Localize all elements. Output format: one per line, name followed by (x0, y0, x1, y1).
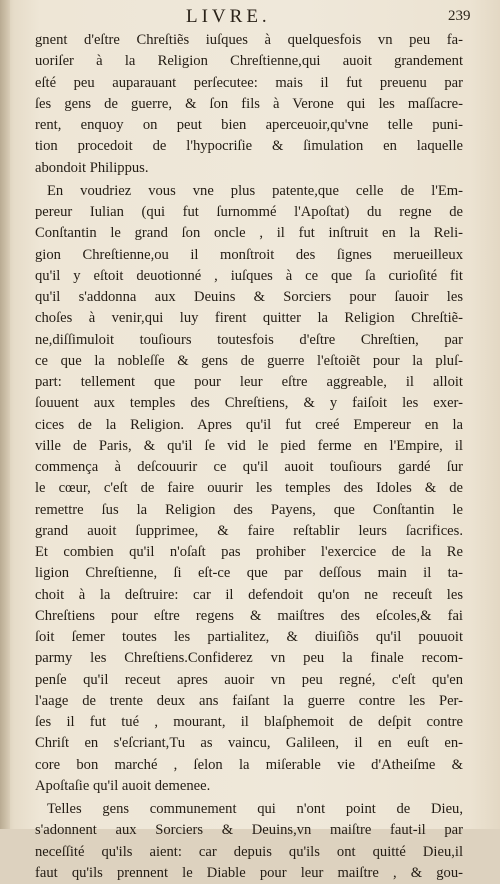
text-line: pereur Iulian (qui fut ſurnommé l'Apoſtat) du regne de (35, 204, 463, 220)
text-line: gion Chreſtienne,ou il monſtroit des ſignes merueilleux (35, 246, 463, 263)
text-line: core bon marché , ſelon la miſerable vie d'Atheiſme & (35, 756, 463, 773)
text-line: le cœur, c'eſt de faire ouurir les temples des Idoles & de (35, 480, 463, 497)
text-line: Telles gens communement qui n'ont point de Dieu, (47, 801, 463, 817)
text-line: qu'il y eſtoit deuotionné , iuſques à ce que ſa curioſité fit (35, 267, 463, 284)
text-line: part: tellement que pour leur eſtre aggreable, il alloit (35, 374, 463, 390)
text-line: ſes il fut tué , mourant, il blaſphemoit de deſpit contre (35, 714, 463, 730)
text-line: cices de la Religion. Apres qu'il fut creé Empereur en la (35, 416, 463, 433)
text-line: Chriſt en s'eſcriant,Tu as vaincu, Galileen, il en euſt en- (35, 735, 463, 752)
text-line: qu'il s'addonna aux Deuins & Sorciers pour ſauoir les (35, 289, 463, 305)
text-line: neceſſité qu'ils aient: car depuis qu'ils ont quitté Dieu,il (35, 843, 463, 860)
text-line: ſouuent aux temples des Chreſtiens, & y faiſoit les exer- (35, 395, 463, 412)
text-line: ville de Paris, & qu'il ſe vid le pied ferme en l'Empire, il (35, 437, 463, 454)
running-title: LIVRE. (186, 6, 271, 27)
page-number: 239 (448, 8, 471, 24)
text-line: ce que la nobleſſe & gens de guerre l'eſtoiẽt pour la pluſ- (35, 352, 463, 369)
paragraph (35, 181, 463, 797)
text-line: Apoſtaſie qu'il auoit demenee. (35, 777, 211, 794)
text-line: Chreſtiens pour eſtre regens & maiſtres des eſcoles,& fai (35, 607, 463, 624)
text-line: choit à la deſtruire: car il defendoit qu'on ne receuſt les (35, 586, 463, 603)
text-line: gnent d'eſtre Chreſtiẽs iuſques à quelquesfois vn peu fa- (35, 32, 463, 48)
text-line: remettre ſus la Religion des Payens, que Conſtantin le (35, 501, 463, 518)
text-line: Et combien qu'il n'oſaſt pas prohiber l'exercice de la Re (35, 544, 463, 560)
text-line: parmy les Chreſtiens.Confiderez vn peu la finale recom- (35, 650, 463, 667)
text-line: penſe qu'il receut apres auoir vn peu regné, c'eſt qu'en (35, 671, 463, 688)
text-line: tion procedoit de l'hypocriſie & ſimulation en laquelle (35, 138, 463, 155)
paragraph (35, 30, 463, 179)
paragraph (35, 799, 463, 884)
text-line: commença à deſcouurir ce qu'il auoit touſiours gardé ſur (35, 459, 463, 475)
page-spine-shadow (0, 0, 10, 829)
text-line: s'adonnent aux Sorciers & Deuins,vn maiſtre faut-il par (35, 822, 463, 839)
page-header (0, 4, 500, 30)
text-line: ſoit ſemer toutes les partialitez, & diuiſiõs qu'il pouuoit (35, 629, 463, 645)
text-line: ſes gens de guerre, & ſon fils à Verone qui les maſſacre- (35, 95, 463, 112)
text-line: ne,diſſimuloit touſiours toutesfois d'eſtre Chreſtien, par (35, 331, 463, 348)
text-line: eſté peu auparauant perſecutee: mais il fut preuenu par (35, 74, 463, 91)
text-line: abondoit Philippus. (35, 159, 149, 176)
text-line: uoriſer à la Religion Chreſtienne,qui auoit grandement (35, 53, 463, 70)
text-line: Conſtantin le grand ſon oncle , il fut inſtruit en la Reli- (35, 225, 463, 242)
text-line: ligion Chreſtienne, ſi eſt-ce que par deſſous main il ta- (35, 565, 463, 582)
text-line: grand auoit ſupprimee, & faire reſtablir leurs ſacrifices. (35, 522, 463, 539)
body-text (35, 30, 463, 884)
text-line: faut qu'ils prennent le Diable pour leur maiſtre , & gou- (35, 864, 463, 881)
text-line: choſes à venir,qui luy firent quitter la Religion Chreſtiẽ- (35, 310, 463, 327)
text-line: En voudriez vous vne plus patente,que celle de l'Em- (47, 182, 463, 199)
text-line: l'aage de trente deux ans faiſant la guerre contre les Per- (35, 692, 463, 709)
text-line: rent, enquoy on peut bien aperceuoir,qu'vne telle puni- (35, 117, 463, 133)
